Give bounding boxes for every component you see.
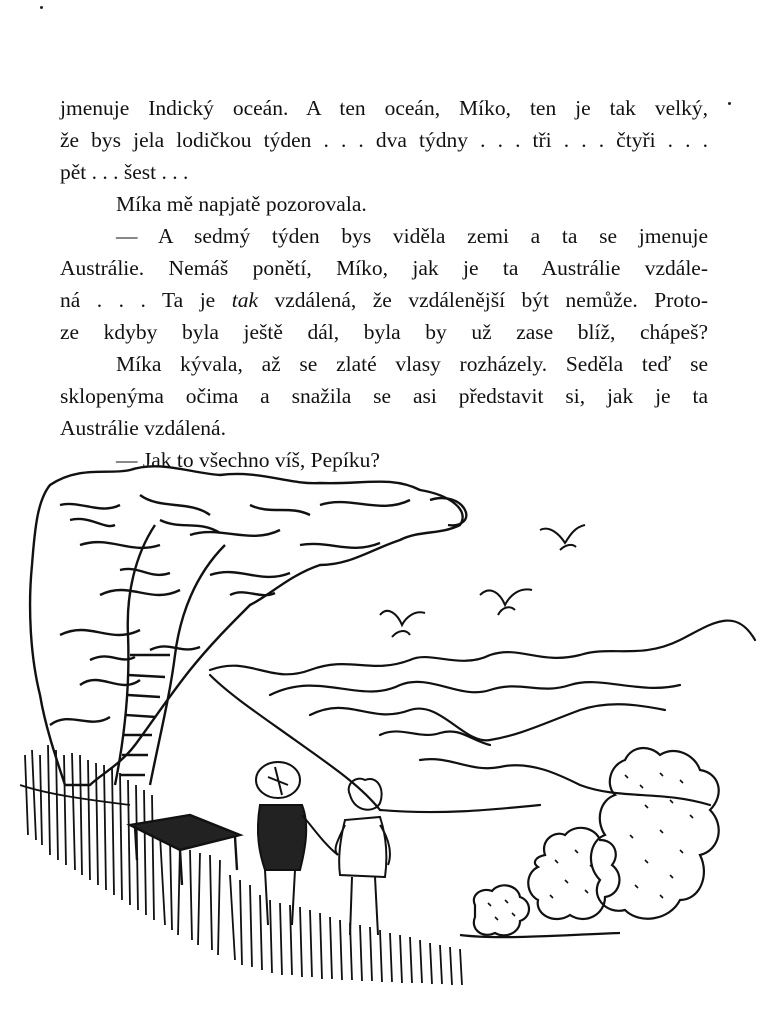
text-line-4: Míka mě napjatě pozorovala. bbox=[116, 192, 367, 216]
bird bbox=[480, 589, 532, 615]
hill-slope bbox=[210, 675, 380, 810]
mountain-ridge bbox=[420, 759, 710, 805]
text-line-5: — A sedmý týden bys viděla zemi a ta se jmenuje bbox=[116, 224, 708, 248]
text-line-10: sklopenýma očima a snažila se asi představit si, jak je ta bbox=[60, 384, 708, 408]
text-line-7-start: ná . . . Ta je bbox=[60, 288, 232, 312]
emphasized-word: tak bbox=[231, 288, 258, 312]
text-line-1: jmenuje Indický oceán. A ten oceán, Míko, ten je tak velký, bbox=[60, 96, 708, 120]
text-line-6: Austrálie. Nemáš ponětí, Míko, jak je ta Austrálie vzdále- bbox=[60, 256, 708, 280]
boy-figure bbox=[256, 762, 338, 925]
text-line-8: ze kdyby byla ještě dál, byla by už zase blíž, chápeš? bbox=[60, 320, 708, 344]
text-line-11: Austrálie vzdálená. bbox=[60, 416, 226, 440]
birds bbox=[380, 525, 585, 637]
text-line-3: pět . . . šest . . . bbox=[60, 160, 189, 184]
scan-speck bbox=[40, 6, 43, 9]
tree-canopy bbox=[30, 466, 466, 785]
bench bbox=[130, 815, 240, 885]
scan-speck bbox=[728, 102, 731, 105]
grass bbox=[20, 745, 462, 985]
mountain-ridge bbox=[310, 704, 665, 740]
mountain-ridge bbox=[380, 731, 490, 745]
mountain-ridge bbox=[210, 621, 755, 675]
story-text bbox=[60, 92, 708, 476]
mountain-ridge bbox=[270, 682, 680, 695]
bird bbox=[540, 525, 585, 550]
text-line-7-end: vzdálená, že vzdálenější být nemůže. Proto- bbox=[258, 288, 708, 312]
text-line-2: že bys jela lodičkou týden . . . dva týdny . . . tři . . . čtyři . . . bbox=[60, 128, 708, 152]
bird bbox=[380, 611, 425, 637]
text-line-7 bbox=[60, 284, 708, 316]
tree-hills-children-illustration bbox=[20, 455, 760, 995]
girl-figure bbox=[336, 779, 390, 935]
text-line-9: Míka kývala, až se zlaté vlasy rozházely. Seděla teď se bbox=[116, 352, 708, 376]
text-line-12: — Jak to všechno víš, Pepíku? bbox=[116, 448, 380, 472]
bushes bbox=[460, 748, 719, 937]
hill-slope bbox=[380, 805, 540, 812]
